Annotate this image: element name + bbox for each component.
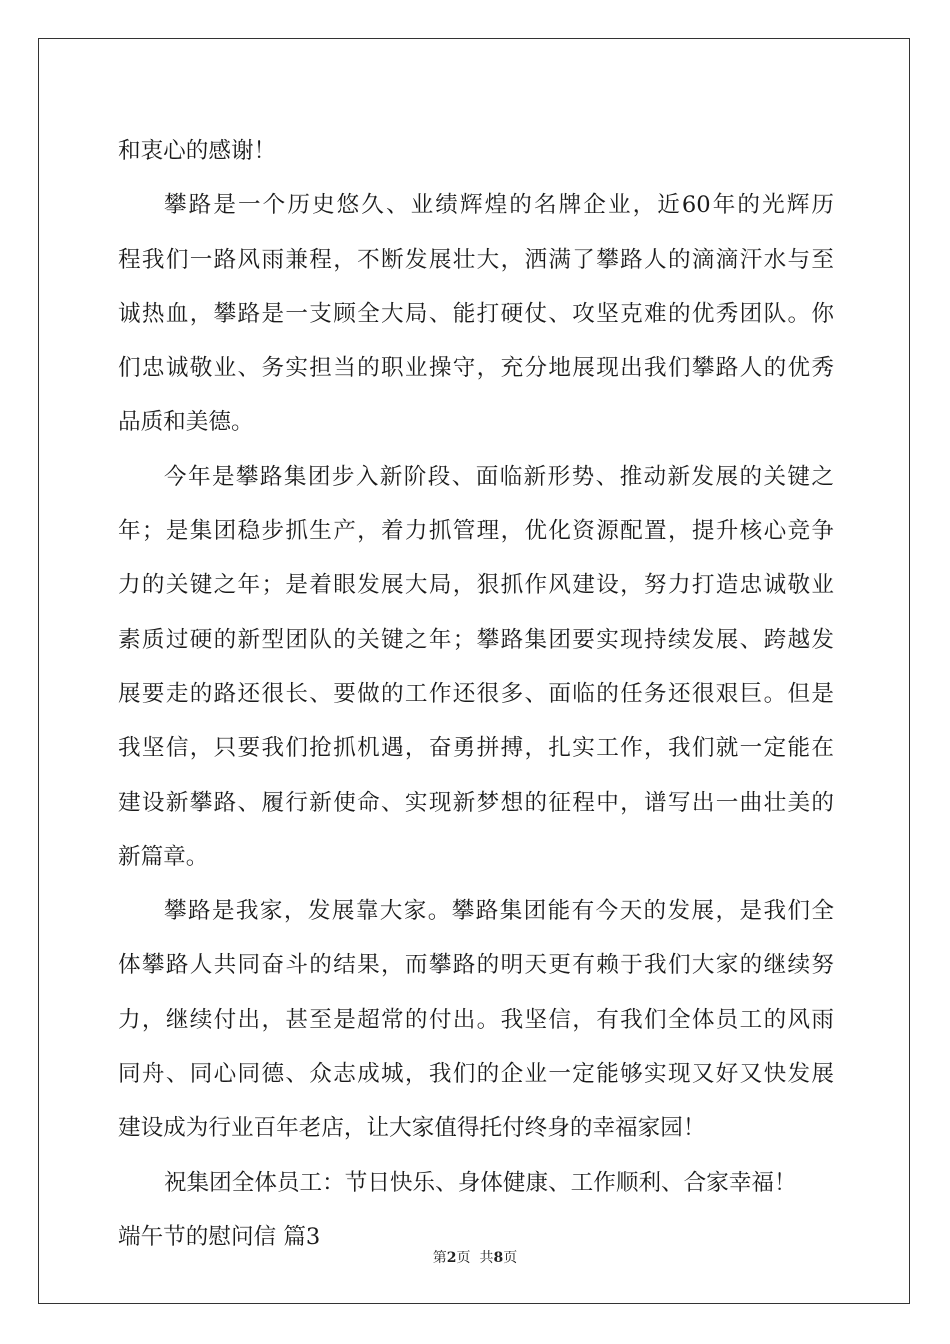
footer-total-pages: 8	[493, 1250, 504, 1266]
text-line-16: 体攀路人共同奋斗的结果，而攀路的明天更有赖于我们大家的继续努	[118, 952, 834, 979]
footer-suffix: 页	[503, 1250, 518, 1266]
page-footer	[0, 1247, 950, 1267]
letter-body	[118, 124, 834, 1264]
text-line-15: 攀路是我家，发展靠大家。攀路集团能有今天的发展，是我们全	[164, 898, 834, 925]
footer-mid: 页 共	[456, 1250, 494, 1266]
text-line-18: 同舟、同心同德、众志成城，我们的企业一定能够实现又好又快发展	[118, 1061, 834, 1088]
text-line-4: 诚热血，攀路是一支顾全大局、能打硬仗、攻坚克难的优秀团队。你	[118, 300, 834, 327]
text-line-2: 攀路是一个历史悠久、业绩辉煌的名牌企业，近60年的光辉历	[164, 192, 834, 219]
text-line-10: 素质过硬的新型团队的关键之年；攀路集团要实现持续发展、跨越发	[118, 626, 834, 653]
text-line-11: 展要走的路还很长、要做的工作还很多、面临的任务还很艰巨。但是	[118, 680, 834, 707]
text-line-20: 祝集团全体员工：节日快乐、身体健康、工作顺利、合家幸福！	[164, 1169, 797, 1196]
section-heading: 端午节的慰问信 篇3	[118, 1223, 321, 1250]
text-line-7: 今年是攀路集团步入新阶段、面临新形势、推动新发展的关键之	[164, 463, 834, 490]
footer-page-number: 2	[446, 1250, 457, 1266]
text-line-12: 我坚信，只要我们抢抓机遇，奋勇拼搏，扎实工作，我们就一定能在	[118, 735, 834, 762]
text-line-5: 们忠诚敬业、务实担当的职业操守，充分地展现出我们攀路人的优秀	[118, 355, 834, 382]
text-line-1: 和衷心的感谢！	[118, 138, 277, 164]
text-line-13: 建设新攀路、履行新使命、实现新梦想的征程中，谱写出一曲壮美的	[118, 789, 834, 816]
text-line-3: 程我们一路风雨兼程，不断发展壮大，洒满了攀路人的滴滴汗水与至	[118, 246, 834, 273]
text-line-19: 建设成为行业百年老店，让大家值得托付终身的幸福家园！	[118, 1115, 706, 1142]
text-line-17: 力，继续付出，甚至是超常的付出。我坚信，有我们全体员工的风雨	[118, 1006, 834, 1033]
text-line-6: 品质和美德。	[118, 409, 254, 436]
footer-prefix: 第	[432, 1250, 447, 1266]
text-line-8: 年；是集团稳步抓生产，着力抓管理，优化资源配置，提升核心竞争	[118, 518, 834, 545]
text-line-14: 新篇章。	[118, 843, 209, 870]
text-line-9: 力的关键之年；是着眼发展大局，狠抓作风建设，努力打造忠诚敬业	[118, 572, 834, 599]
